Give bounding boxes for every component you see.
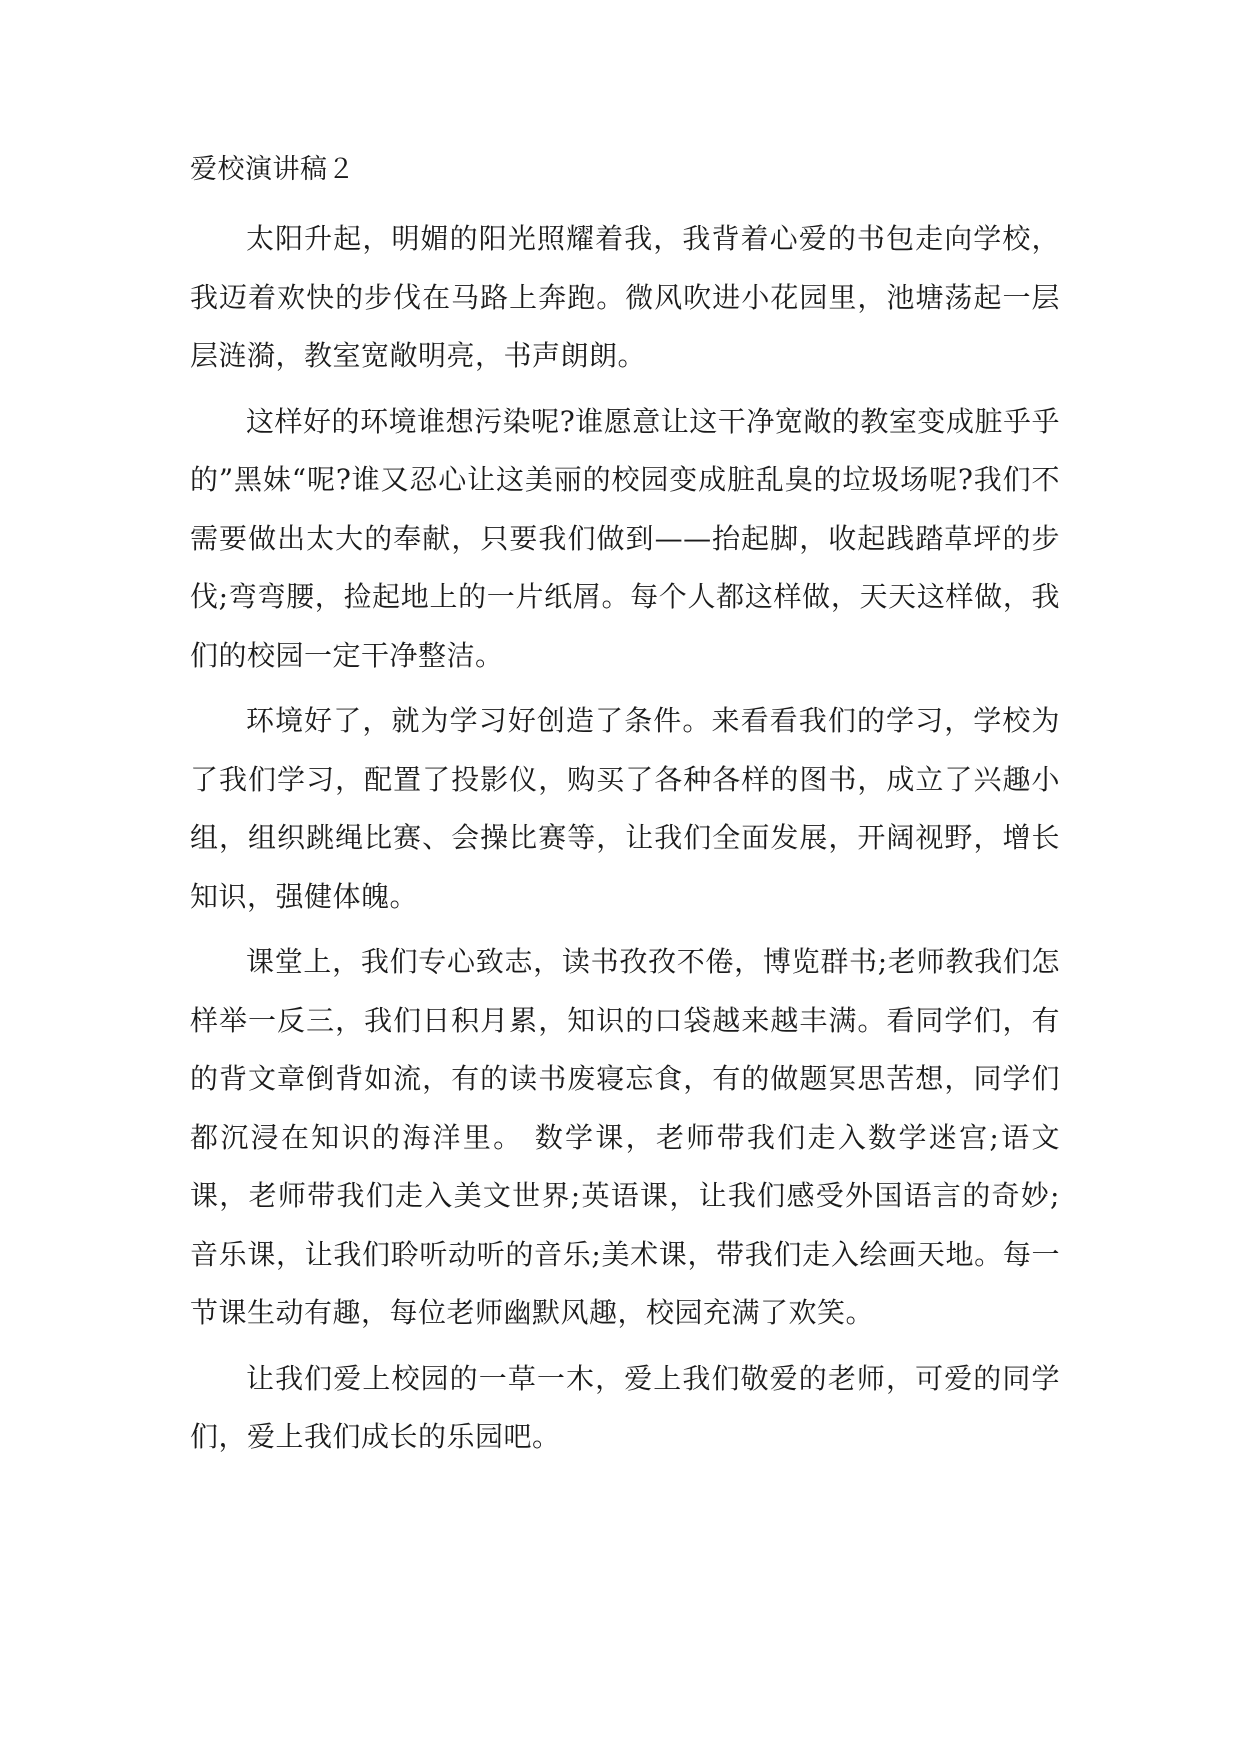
paragraph-3: 环境好了，就为学习好创造了条件。来看看我们的学习，学校为了我们学习，配置了投影仪，购买了各种各样的图书，成立了兴趣小组，组织跳绳比赛、会操比赛等，让我们全面发展，开阔视野，增长知识，强健体魄。 xyxy=(190,704,1060,913)
document-page xyxy=(190,150,1060,1474)
paragraph-2: 这样好的环境谁想污染呢?谁愿意让这干净宽敞的教室变成脏乎乎的”黑妹“呢?谁又忍心让这美丽的校园变成脏乱臭的垃圾场呢?我们不需要做出太大的奉献，只要我们做到——抬起脚，收起践踏草坪的步伐;弯弯腰，捡起地上的一片纸屑。每个人都这样做，天天这样做，我们的校园一定干净整洁。 xyxy=(190,404,1060,672)
document-title: 爱校演讲稿２ xyxy=(190,154,355,185)
paragraph-4: 课堂上，我们专心致志，读书孜孜不倦，博览群书;老师教我们怎样举一反三，我们日积月累，知识的口袋越来越丰满。看同学们，有的背文章倒背如流，有的读书废寝忘食，有的做题冥思苦想，同学们都沉浸在知识的海洋里。 数学课，老师带我们走入数学迷宫;语文课，老师带我们走入美文世界;英语课，让我们感受外国语言的奇妙;音乐课，让我们聆听动听的音乐;美术课，带我们走入绘画天地。每一节课生动有趣，每位老师幽默风趣，校园充满了欢笑。 xyxy=(190,945,1060,1329)
paragraph-1: 太阳升起，明媚的阳光照耀着我，我背着心爱的书包走向学校，我迈着欢快的步伐在马路上奔跑。微风吹进小花园里，池塘荡起一层层涟漪，教室宽敞明亮，书声朗朗。 xyxy=(190,222,1060,372)
paragraph-5: 让我们爱上校园的一草一木，爱上我们敬爱的老师，可爱的同学们，爱上我们成长的乐园吧。 xyxy=(190,1361,1060,1453)
